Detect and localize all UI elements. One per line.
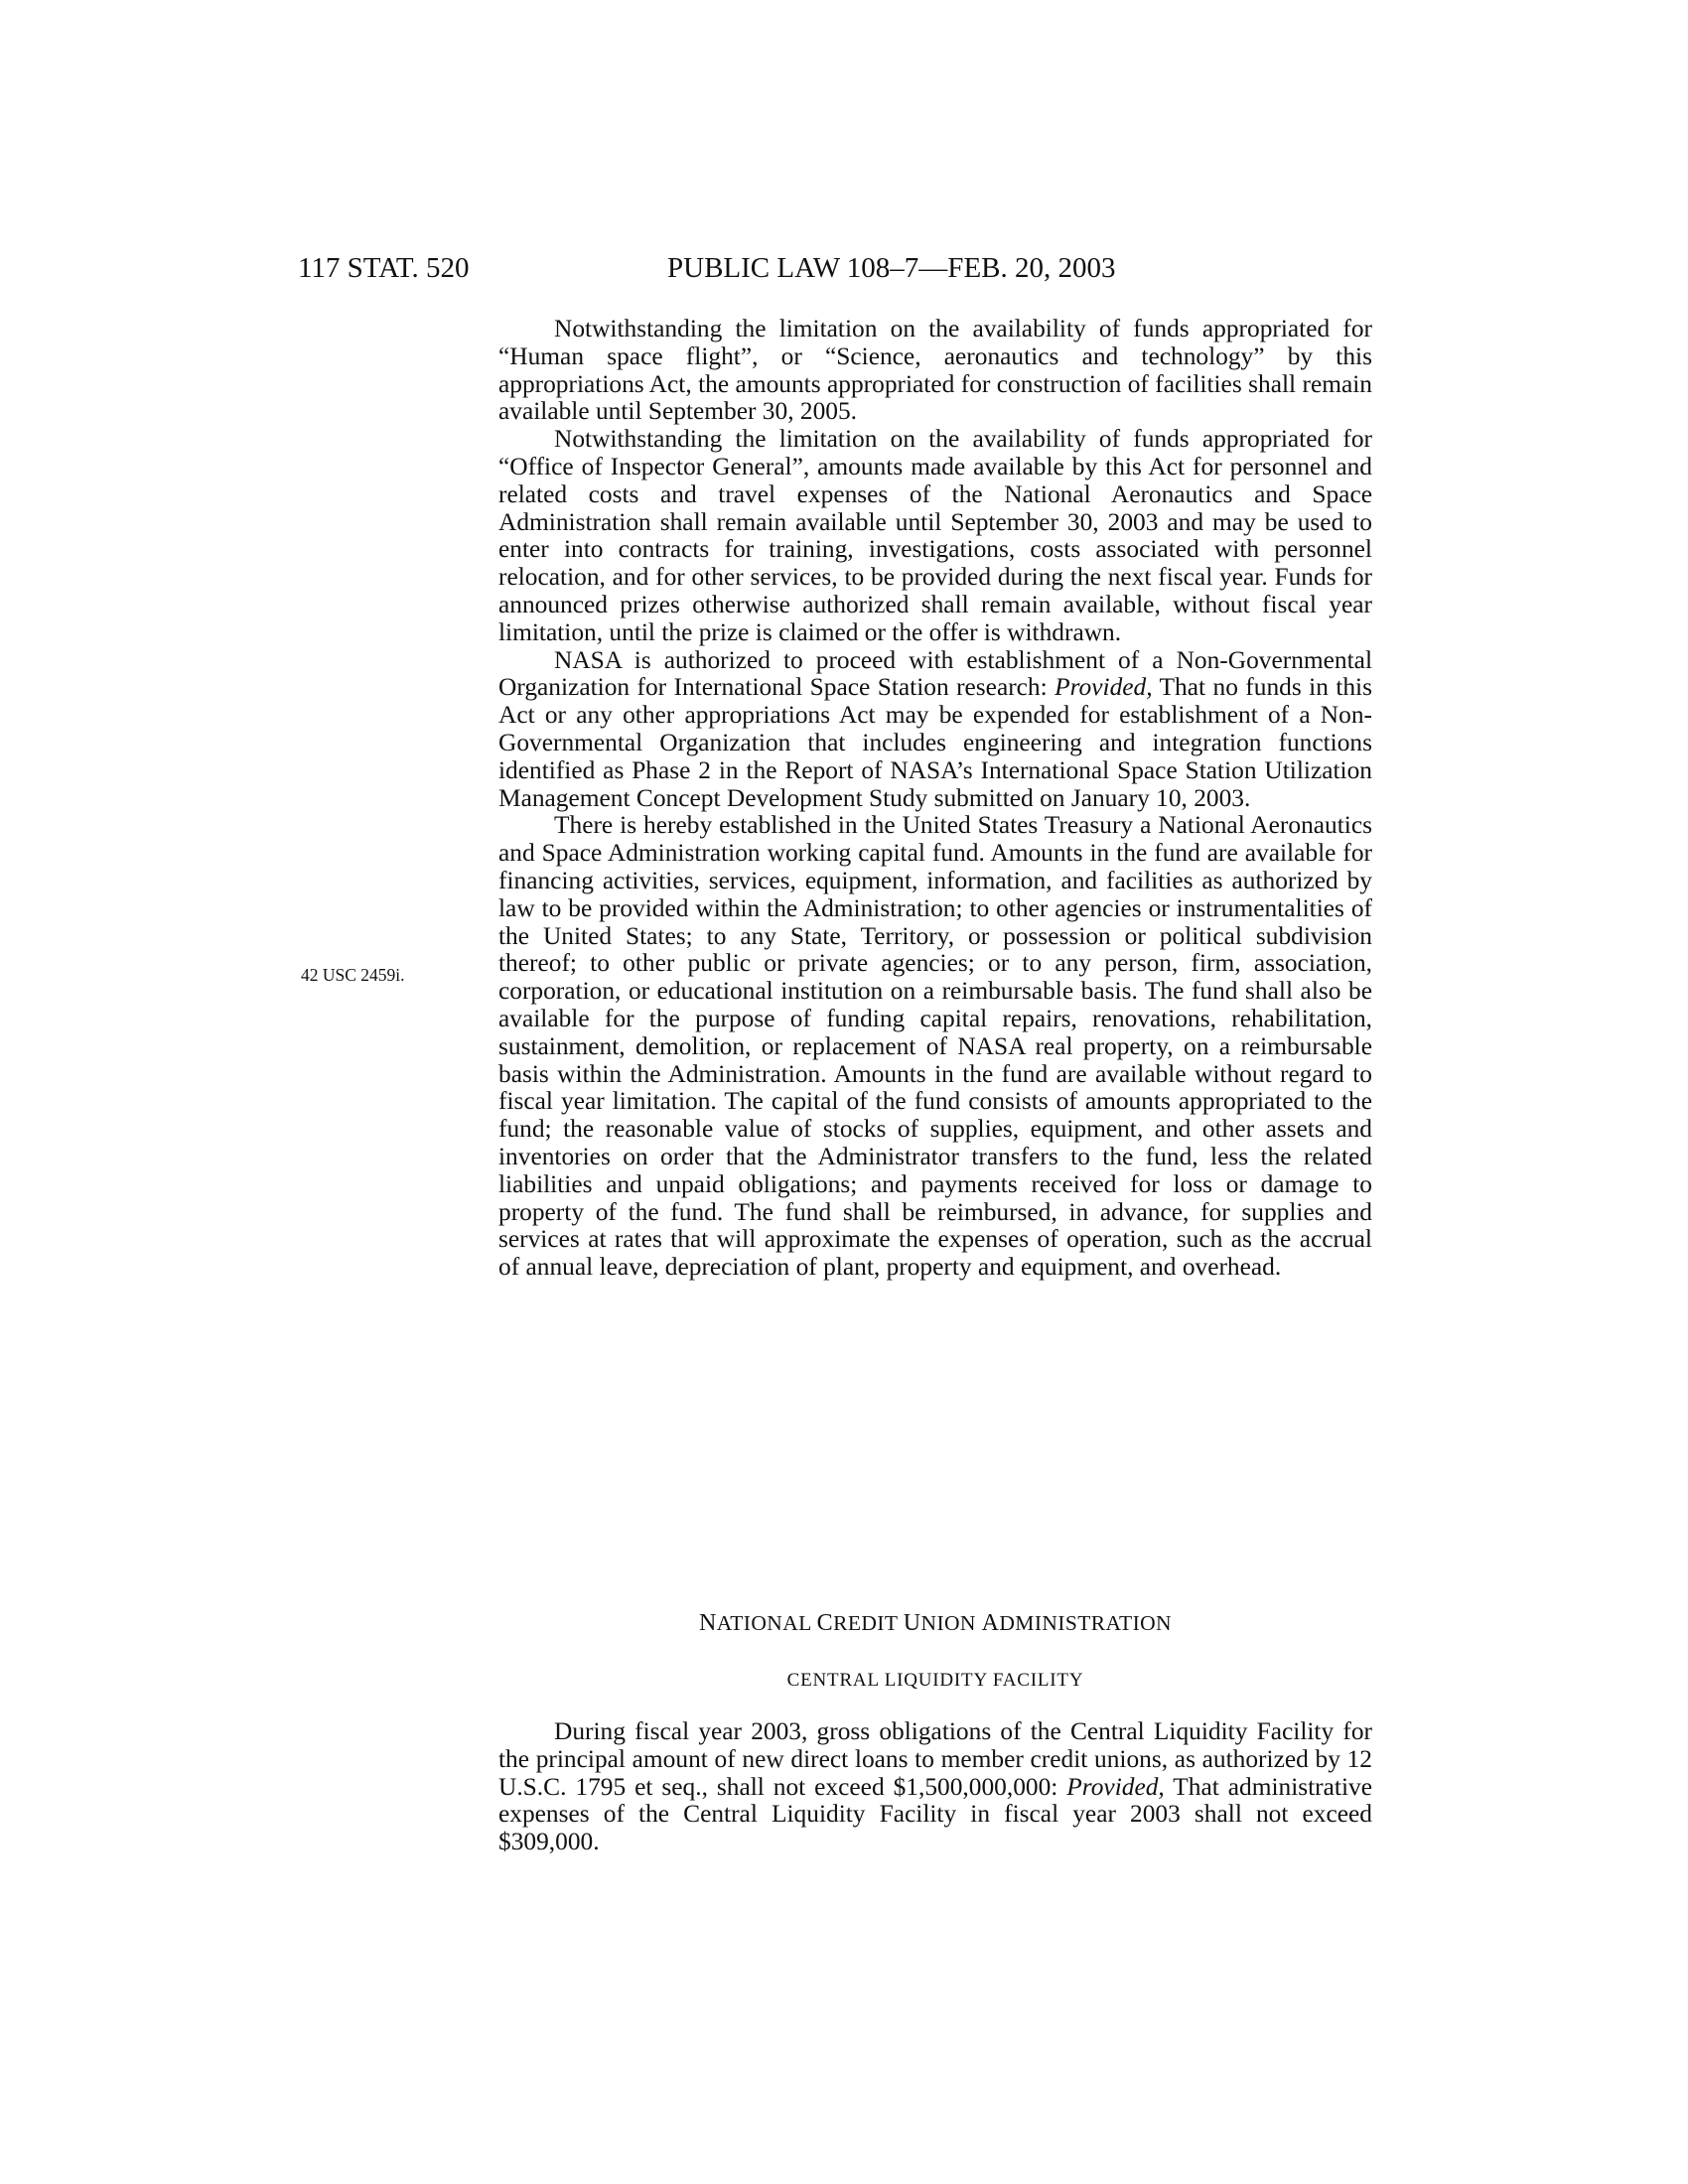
- paragraph-construction-funds: Notwithstanding the limitation on the availability of funds appropriated for “Human space flight”, or “Science, aeronautics and technology” by this appropriations Act, the amounts appropriated for construction of facilities shall remain available until September 30, 2005.: [498, 315, 1372, 426]
- heading-text: DMINISTRATION: [999, 1611, 1172, 1635]
- paragraph-inspector-general: Notwithstanding the limitation on the availability of funds appropriated for “Office of Inspector General”, amounts made available by this Act for personnel and related costs and travel expenses of the National Aeronautics and Space Administration shall remain available until September 30, 2003 and may be used to enter into contracts for training, investigations, costs associated with personnel relocation, and for other services, to be provided during the next fiscal year. Funds for announced prizes otherwise authorized shall remain available, without fiscal year limitation, until the prize is claimed or the offer is withdrawn.: [498, 425, 1372, 646]
- account-heading: CENTRAL LIQUIDITY FACILITY: [786, 1670, 1084, 1691]
- provided-proviso: Provided,: [1066, 1772, 1165, 1801]
- provided-proviso: Provided,: [1055, 673, 1153, 702]
- heading-letter: U: [903, 1610, 921, 1636]
- paragraph-text: That no funds in this Act or any other appropriations Act may be expended for establishment of a Non-Governmental Organization that includes engineering and integration functions identified as Phase 2 in the Report of NASA’s International Space Station Utilization Management Concept Development Study submitted on January 10, 2003.: [498, 673, 1372, 812]
- heading-letter: A: [981, 1610, 1000, 1636]
- margin-note-usc: 42 USC 2459i.: [301, 965, 405, 985]
- paragraph-text: That administrative expenses of the Central Liquidity Facility in fiscal year 2003 shall not exceed $309,000.: [498, 1772, 1372, 1856]
- running-head: [298, 248, 1390, 288]
- paragraph-text: During fiscal year 2003, gross obligations of the Central Liquidity Facility for the principal amount of new direct loans to member credit unions, as authorized by 12 U.S.C. 1795 et seq., shall not exceed $1,500,000,000:: [498, 1717, 1372, 1801]
- heading-letter: N: [699, 1610, 717, 1636]
- agency-heading: [498, 1610, 1372, 1637]
- heading-letter: C: [816, 1610, 834, 1636]
- body-text-nasa: [498, 316, 1372, 1282]
- paragraph-working-capital-fund: There is hereby established in the United States Treasury a National Aeronautics and Space Administration working capital fund. Amounts in the fund are available for financing activities, services, equipment, information, and facilities as authorized by law to be provided within the Administration; to other agencies or instrumentalities of the United States; to any State, Territory, or possession or political subdivision thereof; to other public or private agencies; or to any person, firm, association, corporation, or educational institution on a reimbursable basis. The fund shall also be available for the purpose of funding capital repairs, renovations, rehabilitation, sustainment, demolition, or replacement of NASA real property, on a reimbursable basis within the Administration. Amounts in the fund are available without regard to fiscal year limitation. The capital of the fund consists of amounts appropriated to the fund; the reasonable value of stocks of supplies, equipment, and other assets and inventories on order that the Administrator transfers to the fund, less the related liabilities and unpaid obligations; and payments received for loss or damage to property of the fund. The fund shall be reimbursed, in advance, for supplies and services at rates that will approximate the expenses of operation, such as the accrual of annual leave, depreciation of plant, property and equipment, and overhead.: [498, 811, 1372, 1282]
- heading-text: REDIT: [833, 1611, 904, 1635]
- paragraph-central-liquidity: [498, 1718, 1372, 1856]
- stat-citation: 117 STAT. 520: [298, 252, 470, 284]
- paragraph-text: NASA is authorized to proceed with establishment of a Non-Governmental Organization for International Space Station research:: [498, 645, 1372, 702]
- heading-text: ATIONAL: [716, 1611, 817, 1635]
- law-title: PUBLIC LAW 108–7—FEB. 20, 2003: [667, 252, 1116, 284]
- heading-text: NION: [920, 1611, 982, 1635]
- paragraph-space-station-ngo: [498, 647, 1372, 813]
- body-text-credit-union: [498, 1718, 1372, 1856]
